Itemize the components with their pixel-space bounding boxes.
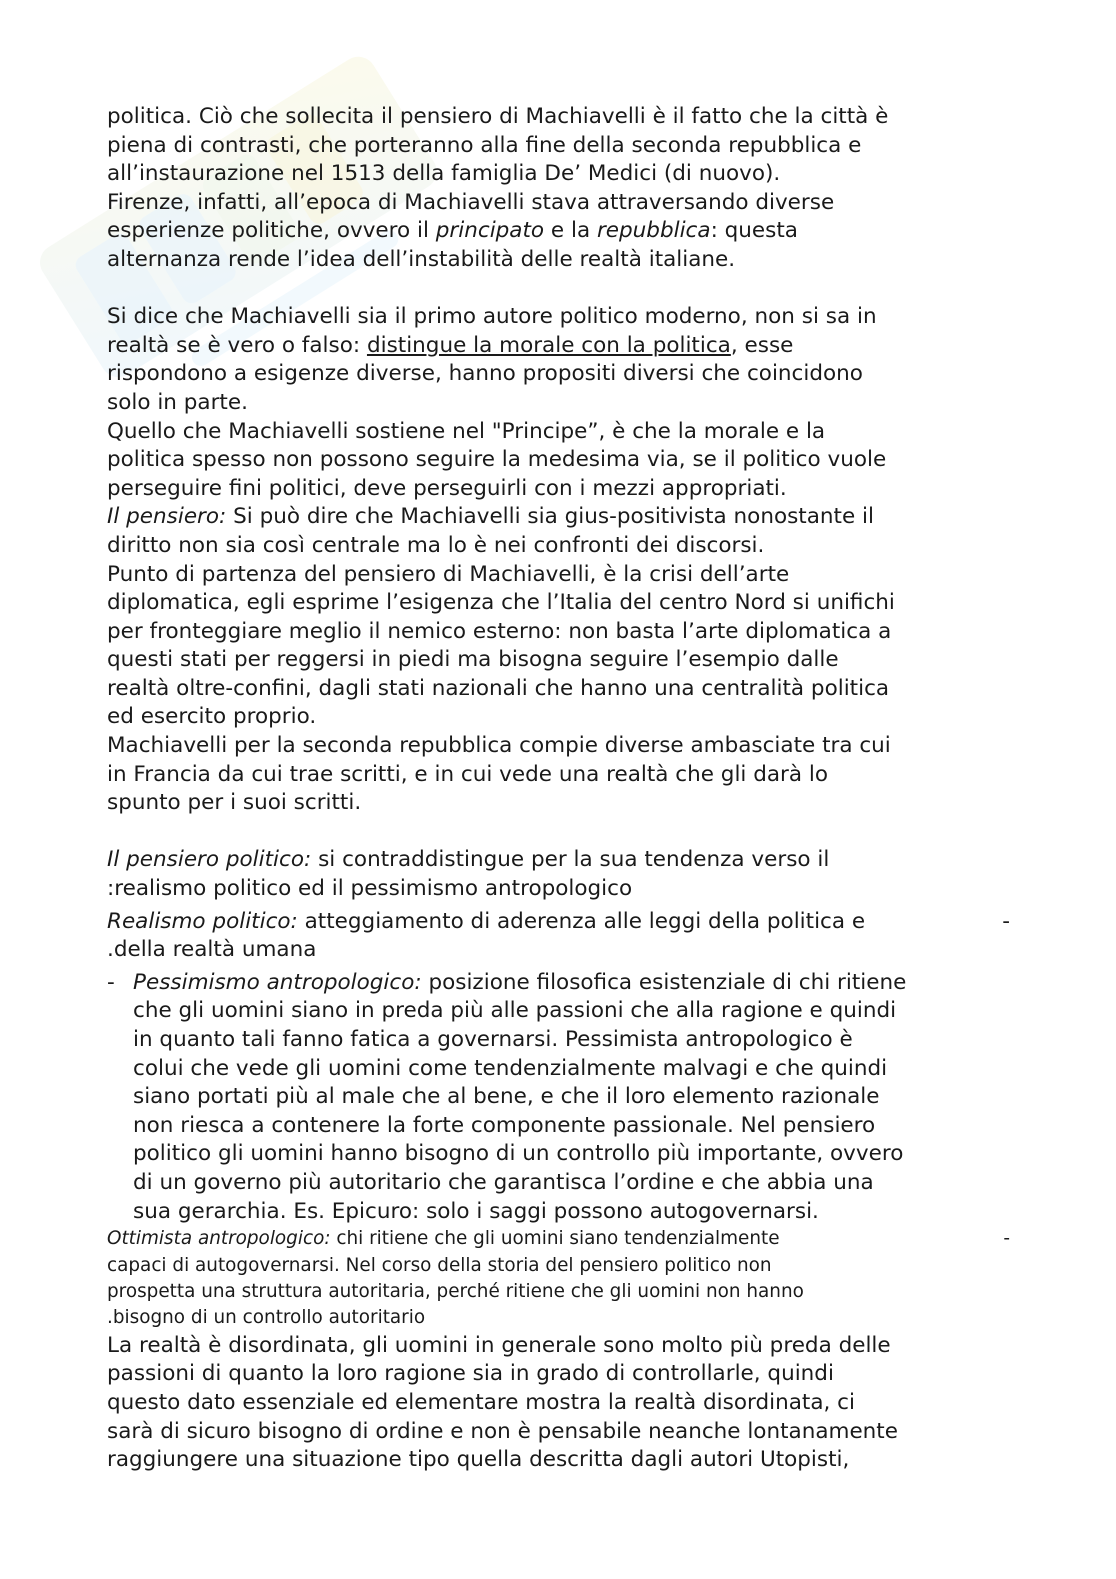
paragraph: Quello che Machiavelli sostiene nel "Principe”, è che la morale e la politica spesso non possono seguire la medesima via, se il politico vuole perseguire fini politici, deve perseguirli con i mezzi appropriati. — [107, 418, 887, 501]
paragraph: Il pensiero: Si può dire che Machiavelli sia gius-positivista nonostante il diritto non sia così centrale ma lo è nei confronti dei discorsi. — [107, 504, 874, 558]
italic-term: Ottimista antropologico: — [107, 1228, 331, 1250]
italic-heading: Il pensiero politico: — [107, 847, 312, 873]
italic-term: Pessimismo antropologico: — [133, 969, 422, 995]
bullet-item-ottimista: Ottimista antropologico: chi ritiene che gli uomini siano tendenzialmente capaci di autogovernarsi. Nel corso della storia del pensiero politico non prospetta una struttura autoritaria, perché ritiene che gli uomini non hanno .bisogno di un controllo autoritario - — [107, 1228, 1010, 1329]
bullet-dash: - — [1003, 1228, 1010, 1250]
bullet-item-pessimismo: - Pessimismo antropologico: posizione filosofica esistenziale di chi ritiene che gli uomini siano in preda più alle passioni che alla ragione e quindi in quanto tali fanno fatica a governarsi. Pessimista antropologico è colui che vede gli uomini come tendenzialmente malvagi e che quindi siano portati più al male che al bene, e che il loro elemento razionale non riesca a contenere la forte componente passionale. Nel pensiero politico gli uomini hanno bisogno di un controllo più importante, ovvero di un governo più autoritario che garantisca l’ordine e che abbia una sua gerarchia. Es. Epicuro: solo i saggi possono autogovernarsi. — [107, 969, 907, 1224]
italic-term: Realismo politico: — [107, 908, 298, 934]
underlined-phrase: distingue la morale con la politica — [366, 332, 731, 358]
italic-term: repubblica — [596, 218, 711, 244]
bullet-dash: - — [107, 969, 115, 995]
italic-heading: Il pensiero: — [107, 504, 227, 530]
paragraph: Punto di partenza del pensiero di Machiavelli, è la crisi dell’arte diplomatica, egli esprime l’esigenza che l’Italia del centro Nord si unifichi per fronteggiare meglio il nemico esterno: non basta l’arte diplomatica a questi stati per reggersi in piedi ma bisogna seguire l’esempio dalle realtà oltre-confini, dagli stati nazionali che hanno una centralità politica ed esercito proprio. — [107, 561, 895, 730]
bullet-item-realismo: Realismo politico: atteggiamento di aderenza alle leggi della politica e .della realtà umana - — [107, 908, 1010, 963]
bullet-dash: - — [1002, 908, 1010, 934]
paragraph: Si dice che Machiavelli sia il primo autore politico moderno, non si sa in realtà se è vero o falso: distingue la morale con la politica, esse rispondono a esigenze diverse, hanno propositi diversi che coincidono solo in parte. — [107, 304, 877, 415]
paragraph-gap — [107, 275, 1012, 304]
paragraph: La realtà è disordinata, gli uomini in generale sono molto più preda delle passioni di quanto la loro ragione sia in grado di controllarle, quindi questo dato essenziale ed elementare mostra la realtà disordinata, ci sarà di sicuro bisogno di ordine e non è pensabile neanche lontanamente raggiungere una situazione tipo quella descritta dagli autori Utopisti, — [107, 1332, 898, 1473]
italic-term: principato — [435, 218, 545, 244]
paragraph: Il pensiero politico: si contraddistingue per la sua tendenza verso il :realismo politico ed il pessimismo antropologico — [107, 847, 830, 902]
paragraph: Machiavelli per la seconda repubblica compie diverse ambasciate tra cui in Francia da cui trae scritti, e in cui vede una realtà che gli darà lo spunto per i suoi scritti. — [107, 733, 891, 816]
paragraph-gap — [107, 818, 1012, 847]
paragraph: politica. Ciò che sollecita il pensiero di Machiavelli è il fatto che la città è piena di contrasti, che porteranno alla fine della seconda repubblica e all’instaurazione nel 1513 della famiglia De’ Medici (di nuovo). — [107, 104, 889, 187]
document-body — [107, 103, 1012, 1475]
paragraph: Firenze, infatti, all’epoca di Machiavelli stava attraversando diverse esperienze politiche, ovvero il principato e la repubblica: questa alternanza rende l’idea dell’instabilità delle realtà italiane. — [107, 189, 835, 272]
